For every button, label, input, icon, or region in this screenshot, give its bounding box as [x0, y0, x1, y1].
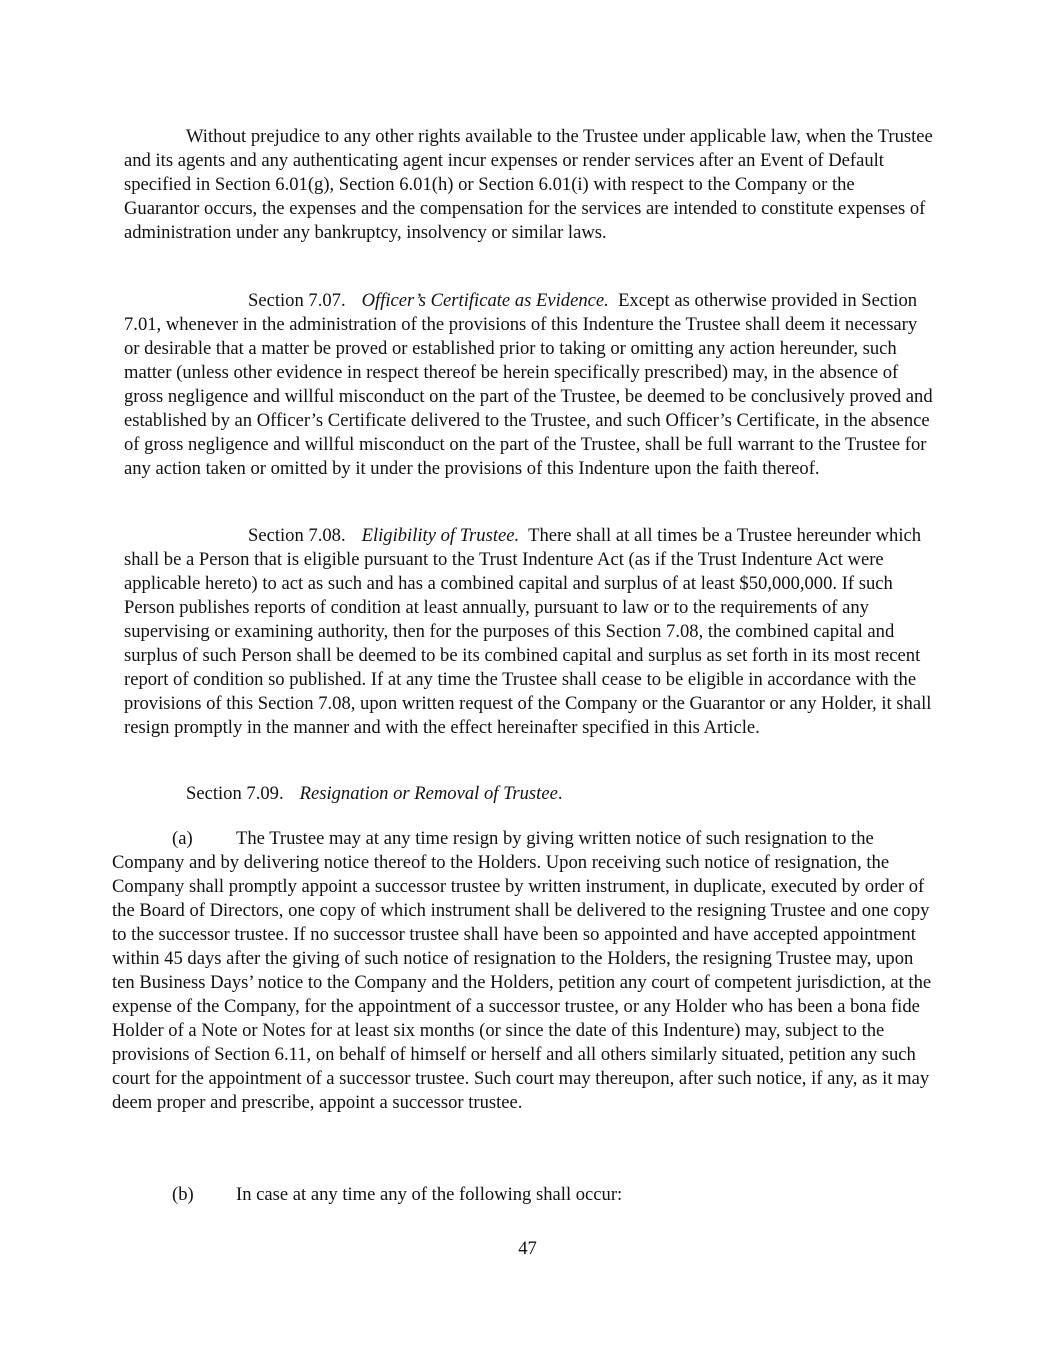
- section-7-08: [124, 524, 934, 740]
- paragraph-intro-text: Without prejudice to any other rights available to the Trustee under applicable law, when the Trustee and its agents and any authenticating agent incur expenses or render services after an Event of Default specified in Section 6.01(g), Section 6.01(h) or Section 6.01(i) with respect to the Company or the Guarantor occurs, the expenses and the compensation for the services are intended to constitute expenses of administration under any bankruptcy, insolvency or similar laws.: [124, 126, 933, 243]
- page-number: 47: [518, 1238, 537, 1259]
- item-b-text: In case at any time any of the following shall occur:: [236, 1184, 623, 1205]
- item-b-label: (b): [172, 1184, 194, 1205]
- section-7-09-title-suffix: .: [557, 783, 563, 804]
- item-a-text: The Trustee may at any time resign by giving written notice of such resignation to the Company and by delivering notice thereof to the Holders. Upon receiving such notice of resignation, the Company shall promptly appoint a successor trustee by written instrument, in duplicate, executed by order of the Board of Directors, one copy of which instrument shall be delivered to the resigning Trustee and one copy to the successor trustee. If no successor trustee shall have been so appointed and have accepted appointment within 45 days after the giving of such notice of resignation to the Holders, the resigning Trustee may, upon ten Business Days’ notice to the Company and the Holders, petition any court of competent jurisdiction, at the expense of the Company, for the appointment of a successor trustee, or any Holder who has been a bona fide Holder of a Note or Notes for at least six months (or since the date of this Indenture) may, subject to the provisions of Section 6.11, on behalf of himself or herself and all others similarly situated, petition any such court for the appointment of a successor trustee. Such court may thereupon, after such notice, if any, as it may deem proper and prescribe, appoint a successor trustee.: [112, 828, 932, 1113]
- section-7-08-title: Eligibility of Trustee.: [361, 525, 520, 546]
- section-7-09-item-a: [112, 827, 934, 1115]
- section-7-09-title: Resignation or Removal of Trustee: [299, 783, 558, 804]
- section-7-08-body: There shall at all times be a Trustee hereunder which shall be a Person that is eligible pursuant to the Trust Indenture Act (as if the Trust Indenture Act were applicable hereto) to act as such and has a combined capital and surplus of at least $50,000,000. If such Person publishes reports of condition at least annually, pursuant to law or to the requirements of any supervising or examining authority, then for the purposes of this Section 7.08, the combined capital and surplus of such Person shall be deemed to be its combined capital and surplus as set forth in its most recent report of condition so published. If at any time the Trustee shall cease to be eligible in accordance with the provisions of this Section 7.08, upon written request of the Company or the Guarantor or any Holder, it shall resign promptly in the manner and with the effect hereinafter specified in this Article.: [124, 525, 932, 738]
- item-a-label: (a): [172, 828, 193, 849]
- section-7-09-number: Section 7.09.: [186, 783, 284, 804]
- section-7-08-number: Section 7.08.: [248, 525, 346, 546]
- paragraph-intro: [124, 125, 934, 245]
- section-7-07-body: Except as otherwise provided in Section 7.01, whenever in the administration of the provisions of this Indenture the Trustee shall deem it necessary or desirable that a matter be proved or established prior to taking or omitting any action hereunder, such matter (unless other evidence in respect thereof be herein specifically prescribed) may, in the absence of gross negligence and willful misconduct on the part of the Trustee, be deemed to be conclusively proved and established by an Officer’s Certificate delivered to the Trustee, and such Officer’s Certificate, in the absence of gross negligence and willful misconduct on the part of the Trustee, shall be full warrant to the Trustee for any action taken or omitted by it under the provisions of this Indenture upon the faith thereof.: [124, 290, 933, 479]
- section-7-07: [124, 289, 934, 481]
- section-7-09-item-b: [112, 1183, 934, 1207]
- section-7-07-title: Officer’s Certificate as Evidence.: [361, 290, 609, 311]
- section-7-07-number: Section 7.07.: [248, 290, 346, 311]
- section-7-09-heading: [186, 782, 886, 806]
